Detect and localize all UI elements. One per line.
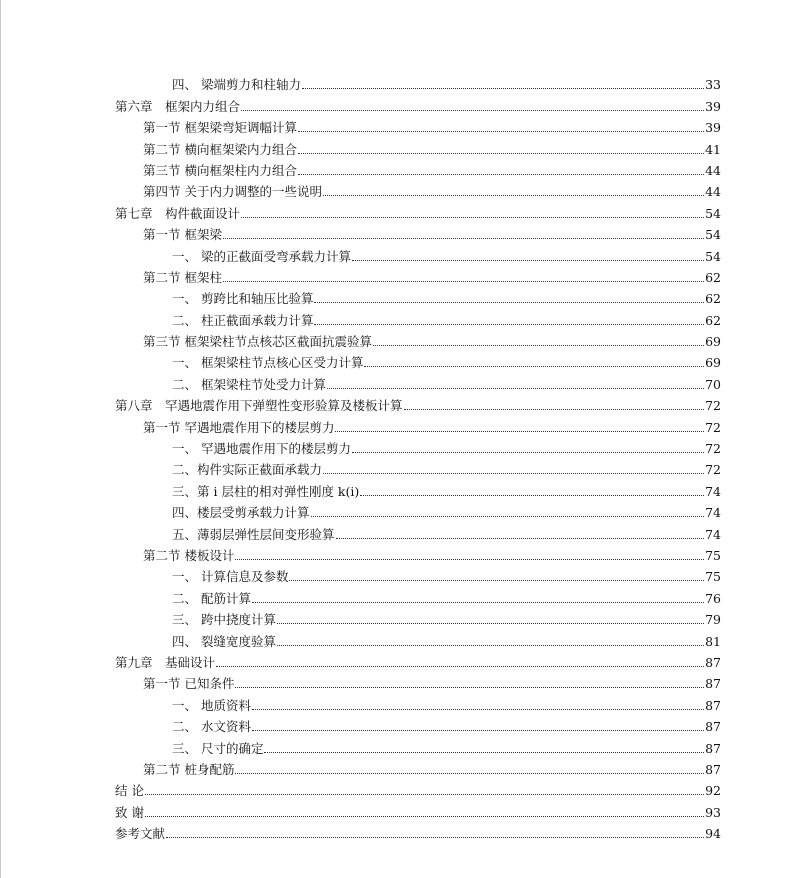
dot-leader xyxy=(352,260,704,261)
toc-entry[interactable] xyxy=(115,242,721,263)
dot-leader xyxy=(223,238,704,239)
toc-entry-title: 第二节 桩身配筋 xyxy=(143,761,235,777)
toc-entry-title: 第三节 横向框架柱内力组合 xyxy=(143,162,297,178)
dot-leader xyxy=(298,174,704,175)
toc-entry-title: 第三节 框架梁柱节点核芯区截面抗震验算 xyxy=(143,334,372,350)
toc-entry[interactable] xyxy=(115,606,721,627)
toc-entry-page: 93 xyxy=(705,804,721,820)
toc-entry-title: 第七章 构件截面设计 xyxy=(115,205,241,221)
dot-leader xyxy=(145,794,704,795)
toc-entry-page: 39 xyxy=(705,98,721,114)
toc-entry[interactable] xyxy=(115,328,721,349)
toc-entry[interactable] xyxy=(115,92,721,113)
dot-leader xyxy=(145,816,704,817)
toc-entry[interactable] xyxy=(115,820,721,841)
dot-leader xyxy=(360,495,704,496)
toc-entry[interactable] xyxy=(115,199,721,220)
dot-leader xyxy=(314,324,704,325)
dot-leader xyxy=(311,516,705,517)
toc-entry[interactable] xyxy=(115,178,721,199)
toc-entry-page: 70 xyxy=(705,376,721,392)
toc-entry-title: 二、构件实际正截面承载力 xyxy=(172,462,323,478)
toc-entry-title: 第一节 框架梁弯矩调幅计算 xyxy=(143,120,297,136)
toc-entry-title: 五、薄弱层弹性层间变形验算 xyxy=(172,526,335,542)
dot-leader xyxy=(264,752,704,753)
toc-entry-title: 第八章 罕遇地震作用下弹塑性变形验算及楼板计算 xyxy=(115,398,403,414)
dot-leader xyxy=(327,388,704,389)
toc-entry[interactable] xyxy=(115,114,721,135)
toc-entry-title: 三、 跨中挠度计算 xyxy=(172,612,276,628)
dot-leader xyxy=(235,559,704,560)
toc-entry-title: 一、 计算信息及参数 xyxy=(172,569,289,585)
toc-entry[interactable] xyxy=(115,221,721,242)
toc-entry-title: 四、 梁端剪力和柱轴力 xyxy=(172,77,301,93)
toc-entry-page: 74 xyxy=(705,483,721,499)
toc-entry-page: 62 xyxy=(705,312,721,328)
toc-entry[interactable] xyxy=(115,285,721,306)
toc-entry-page: 94 xyxy=(705,826,721,842)
toc-entry-page: 81 xyxy=(705,633,721,649)
dot-leader xyxy=(166,837,704,838)
dot-leader xyxy=(277,645,704,646)
toc-entry-page: 69 xyxy=(705,355,721,371)
toc-entry-page: 87 xyxy=(705,740,721,756)
toc-entry-title: 四、楼层受剪承载力计算 xyxy=(172,505,310,521)
toc-entry-page: 39 xyxy=(705,120,721,136)
dot-leader xyxy=(252,602,704,603)
toc-entry[interactable] xyxy=(115,691,721,712)
dot-leader xyxy=(252,709,704,710)
toc-entry[interactable] xyxy=(115,456,721,477)
toc-entry[interactable] xyxy=(115,756,721,777)
toc-entry-page: 87 xyxy=(705,676,721,692)
toc-entry-page: 41 xyxy=(705,141,721,157)
dot-leader xyxy=(252,730,704,731)
toc-entry-page: 87 xyxy=(705,654,721,670)
toc-entry-page: 33 xyxy=(705,77,721,93)
dot-leader xyxy=(216,666,704,667)
dot-leader xyxy=(302,88,704,89)
toc-entry-page: 44 xyxy=(705,162,721,178)
toc-entry-page: 54 xyxy=(705,227,721,243)
toc-entry[interactable] xyxy=(115,435,721,456)
toc-entry[interactable] xyxy=(115,264,721,285)
toc-entry[interactable] xyxy=(115,71,721,92)
toc-entry[interactable] xyxy=(115,713,721,734)
toc-entry-page: 72 xyxy=(705,398,721,414)
toc-entry-page: 87 xyxy=(705,761,721,777)
page-edge xyxy=(0,0,1,878)
toc-entry-title: 一、 地质资料 xyxy=(172,697,251,713)
toc-entry[interactable] xyxy=(115,135,721,156)
toc-entry-title: 二、 配筋计算 xyxy=(172,590,251,606)
toc-entry-title: 结 论 xyxy=(115,783,144,799)
toc-entry-title: 二、 框架梁柱节处受力计算 xyxy=(172,376,326,392)
toc-entry[interactable] xyxy=(115,477,721,498)
toc-entry-page: 92 xyxy=(705,783,721,799)
toc-entry-page: 72 xyxy=(705,462,721,478)
toc-entry-page: 54 xyxy=(705,248,721,264)
dot-leader xyxy=(323,195,704,196)
toc-entry-title: 一、 罕遇地震作用下的楼层剪力 xyxy=(172,441,351,457)
toc-entry[interactable] xyxy=(115,627,721,648)
dot-leader xyxy=(235,687,704,688)
dot-leader xyxy=(314,302,704,303)
toc-entry-page: 44 xyxy=(705,184,721,200)
toc-entry-page: 62 xyxy=(705,269,721,285)
toc-entry[interactable] xyxy=(115,777,721,798)
dot-leader xyxy=(223,281,704,282)
toc-entry[interactable] xyxy=(115,563,721,584)
toc-entry-page: 69 xyxy=(705,334,721,350)
toc-entry[interactable] xyxy=(115,349,721,370)
toc-entry[interactable] xyxy=(115,413,721,434)
toc-entry[interactable] xyxy=(115,306,721,327)
dot-leader xyxy=(335,431,704,432)
toc-entry-title: 参考文献 xyxy=(115,826,166,842)
toc-entry[interactable] xyxy=(115,542,721,563)
toc-entry[interactable] xyxy=(115,520,721,541)
toc-entry-page: 87 xyxy=(705,719,721,735)
toc-entry[interactable] xyxy=(115,499,721,520)
dot-leader xyxy=(298,131,704,132)
toc-entry-title: 第一节 框架梁 xyxy=(143,227,222,243)
toc-entry[interactable] xyxy=(115,584,721,605)
dot-leader xyxy=(373,345,704,346)
toc-entry-title: 第二节 框架柱 xyxy=(143,269,222,285)
dot-leader xyxy=(241,217,704,218)
dot-leader xyxy=(289,580,704,581)
dot-leader xyxy=(336,538,705,539)
toc-entry-title: 第九章 基础设计 xyxy=(115,654,216,670)
toc-entry-page: 76 xyxy=(705,590,721,606)
toc-entry-title: 一、 梁的正截面受弯承载力计算 xyxy=(172,248,351,264)
dot-leader xyxy=(364,366,704,367)
toc-entry-page: 72 xyxy=(705,441,721,457)
toc-entry[interactable] xyxy=(115,734,721,755)
toc-entry-title: 第六章 框架内力组合 xyxy=(115,98,241,114)
toc-entry-title: 三、 尺寸的确定 xyxy=(172,740,264,756)
toc-entry-title: 第一节 罕遇地震作用下的楼层剪力 xyxy=(143,419,335,435)
toc-entry-title: 第二节 楼板设计 xyxy=(143,547,235,563)
toc-entry[interactable] xyxy=(115,649,721,670)
dot-leader xyxy=(404,409,705,410)
toc-entry-page: 72 xyxy=(705,419,721,435)
toc-entry-title: 致 谢 xyxy=(115,804,144,820)
table-of-contents xyxy=(115,71,721,841)
dot-leader xyxy=(235,773,704,774)
toc-entry[interactable] xyxy=(115,392,721,413)
toc-entry-page: 74 xyxy=(705,505,721,521)
toc-entry-title: 一、 剪跨比和轴压比验算 xyxy=(172,291,314,307)
toc-entry[interactable] xyxy=(115,798,721,819)
toc-entry-page: 87 xyxy=(705,697,721,713)
toc-entry-title: 四、 裂缝宽度验算 xyxy=(172,633,276,649)
dot-leader xyxy=(241,110,704,111)
dot-leader xyxy=(277,623,704,624)
toc-entry[interactable] xyxy=(115,670,721,691)
toc-entry-title: 二、 水文资料 xyxy=(172,719,251,735)
dot-leader xyxy=(298,153,704,154)
toc-entry[interactable] xyxy=(115,157,721,178)
toc-entry-title: 第一节 已知条件 xyxy=(143,676,235,692)
toc-entry-title: 二、 柱正截面承载力计算 xyxy=(172,312,314,328)
dot-leader xyxy=(323,473,704,474)
toc-entry-page: 54 xyxy=(705,205,721,221)
toc-entry-page: 75 xyxy=(705,547,721,563)
toc-entry-page: 74 xyxy=(705,526,721,542)
toc-entry-title: 三、第 i 层柱的相对弹性刚度 k(i) xyxy=(172,483,360,499)
toc-entry-title: 一、 框架梁柱节点核心区受力计算 xyxy=(172,355,364,371)
toc-entry-page: 75 xyxy=(705,569,721,585)
dot-leader xyxy=(352,452,704,453)
toc-entry-title: 第四节 关于内力调整的一些说明 xyxy=(143,184,322,200)
toc-entry-page: 62 xyxy=(705,291,721,307)
toc-entry-page: 79 xyxy=(705,612,721,628)
toc-entry-title: 第二节 横向框架梁内力组合 xyxy=(143,141,297,157)
toc-entry[interactable] xyxy=(115,370,721,391)
